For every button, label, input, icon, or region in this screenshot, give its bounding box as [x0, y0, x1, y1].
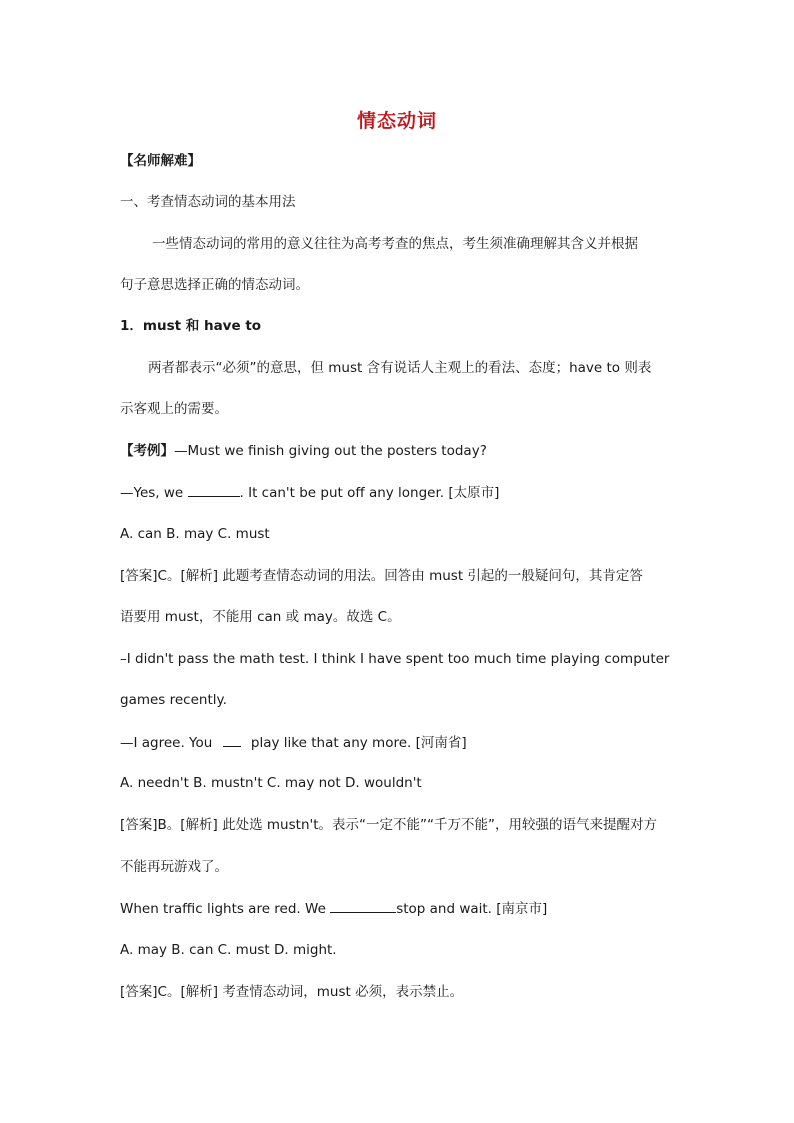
example1-q1-text: —Must we finish giving out the posters today?	[174, 443, 487, 459]
page-title: 情态动词	[356, 110, 437, 132]
example2-answer-line2: 不能再玩游戏了。	[120, 859, 228, 875]
example2-options: A. needn't B. mustn't C. may not D. wouldn't	[120, 775, 422, 791]
example1-question-line1	[120, 441, 487, 461]
example1-q2-suffix: . It can't be put off any longer. [太原市]	[239, 485, 500, 501]
example1-answer-line1: [答案]C。[解析] 此题考查情态动词的用法。回答由 must 引起的一般疑问句，其肯定答	[120, 568, 643, 584]
answer-blank	[330, 898, 396, 913]
answer-blank	[188, 482, 240, 497]
example2-answer-line1: [答案]B。[解析] 此处选 mustn't。表示“一定不能”“千万不能”，用较强的语气来提醒对方	[120, 817, 657, 833]
sub1-description-line2: 示客观上的需要。	[120, 401, 228, 417]
example3-question	[120, 898, 547, 919]
intro-paragraph-line2: 句子意思选择正确的情态动词。	[120, 277, 309, 293]
example2-question-line2: games recently.	[120, 692, 227, 708]
sub1-description-line1: 两者都表示“必须”的意思，但 must 含有说话人主观上的看法、态度；have to 则表	[148, 360, 652, 376]
heading-basic-usage: 一、考查情态动词的基本用法	[120, 194, 296, 210]
example2-q3-suffix: play like that any more. [河南省]	[246, 735, 467, 751]
intro-paragraph-line1: 一些情态动词的常用的意义往往为高考考查的焦点，考生须准确理解其含义并根据	[152, 236, 638, 252]
example2-question-line3	[120, 732, 467, 753]
example1-options: A. can B. may C. must	[120, 526, 270, 542]
example3-options: A. may B. can C. must D. might.	[120, 942, 337, 958]
example1-question-line2	[120, 482, 499, 503]
example1-answer-line2: 语要用 must，不能用 can 或 may。故选 C。	[120, 609, 401, 625]
answer-blank	[223, 732, 241, 747]
example1-q2-prefix: —Yes, we	[120, 485, 188, 501]
example3-q-suffix: stop and wait. [南京市]	[396, 901, 548, 917]
example3-q-prefix: When traffic lights are red. We	[120, 901, 331, 917]
example3-answer: [答案]C。[解析] 考查情态动词，must 必须，表示禁止。	[120, 984, 464, 1000]
example2-question-line1: –I didn't pass the math test. I think I have spent too much time playing computer	[120, 651, 670, 667]
subheading-must-have-to: 1．must 和 have to	[120, 318, 262, 334]
example-label: 【考例】	[120, 443, 174, 459]
example2-q3-prefix: —I agree. You	[120, 735, 217, 751]
section-header: 【名师解难】	[120, 153, 201, 169]
